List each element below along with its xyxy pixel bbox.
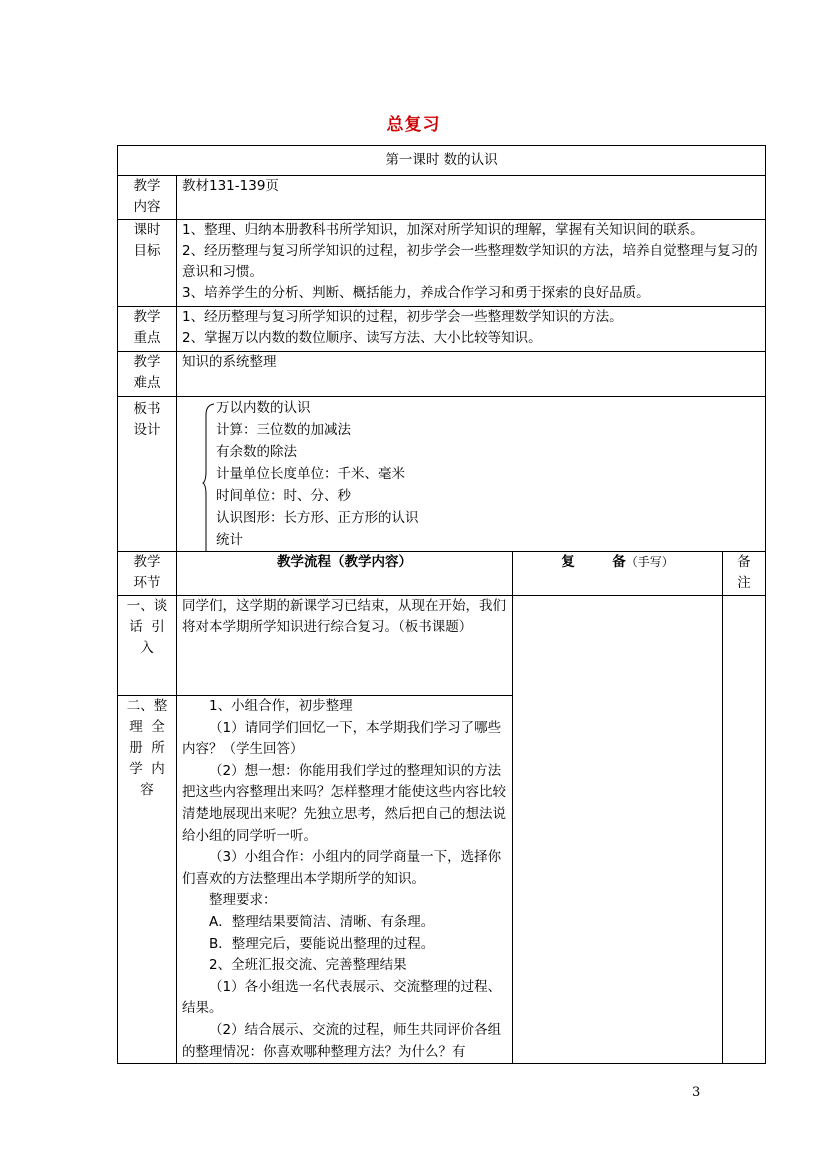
- board-label: [118, 397, 177, 552]
- goal-line: 3、培养学生的分析、判断、概括能力，养成合作学习和勇于探索的良好品质。: [182, 285, 650, 301]
- key-points-value: [177, 307, 766, 352]
- board-design: [182, 397, 760, 551]
- lesson-header: 第一课时 数的认识: [118, 146, 766, 176]
- section-paragraph: （3）小组合作：小组内的同学商量一下，选择你们喜欢的方法整理出本学期所学的知识。: [182, 849, 502, 887]
- board-line: 认识图形：长方形、正方形的认识: [216, 510, 419, 526]
- section-paragraph: （1）请同学们回忆一下，本学期我们学习了哪些内容？（学生回答）: [182, 719, 502, 758]
- goals-label: [118, 220, 177, 307]
- goals-label-text: 课时 目标: [133, 222, 161, 259]
- board-line: 有余数的除法: [216, 444, 297, 460]
- board-line: 时间单位：时、分、秒: [216, 488, 351, 504]
- review-header-note: （手写）: [625, 555, 674, 569]
- difficulty-label: [118, 352, 177, 397]
- notes-header-text: 备 注: [737, 554, 751, 591]
- notes-column-header: [723, 552, 766, 596]
- section-label: [118, 596, 177, 696]
- content-text: 教材131-139页: [182, 178, 279, 194]
- section-paragraph: A．整理结果要简洁、清晰、有条理。: [209, 913, 435, 930]
- section-label-text: 一、谈 话 引 入: [126, 598, 168, 656]
- section-paragraph: 2、全班汇报交流、完善整理结果: [209, 957, 407, 974]
- section-paragraph: （2）想一想：你能用我们学过的整理知识的方法把这些内容整理出来吗？怎样整理才能使这些内容比较清楚地展现出来呢？先独立思考，然后把自己的想法说给小组的同学听一听。: [182, 762, 506, 844]
- review-column-header: [513, 552, 723, 596]
- phase-column-header: [118, 552, 177, 596]
- goals-value: [177, 220, 766, 307]
- section-paragraph: （2）结合展示、交流的过程，师生共同评价各组的整理情况：你喜欢哪种整理方法？为什么？有: [182, 1021, 502, 1060]
- board-line: 统计: [216, 532, 243, 548]
- curly-brace-icon: [202, 403, 216, 552]
- content-value: [177, 176, 766, 220]
- page-title: 总复习: [386, 115, 441, 135]
- lesson-plan-table: [117, 145, 766, 1064]
- review-header-text: 复 备: [561, 554, 626, 570]
- section-paragraph: （1）各小组选一名代表展示、交流整理的过程、结果。: [182, 978, 502, 1017]
- section-paragraph: 同学们，这学期的新课学习已结束，从现在开始，我们将对本学期所学知识进行综合复习。（板书课题）: [182, 598, 506, 635]
- goal-line: 1、整理、归纳本册教科书所学知识，加深对所学知识的理解，掌握有关知识间的联系。: [182, 222, 704, 238]
- section-label: [118, 696, 177, 1064]
- board-label-text: 板书 设计: [133, 401, 161, 438]
- section-content: [177, 696, 513, 1064]
- board-value: [177, 397, 766, 552]
- key-point-line: 1、经历整理与复习所学知识的过程，初步学会一些整理数学知识的方法。: [182, 309, 623, 325]
- section-paragraph: 整理要求：: [209, 892, 277, 909]
- key-points-label-text: 教学 重点: [133, 309, 161, 346]
- content-label: [118, 176, 177, 220]
- notes-cell: [723, 596, 766, 1064]
- key-points-label: [118, 307, 177, 352]
- board-line: 万以内数的认识: [216, 400, 311, 416]
- goal-line: 2、经历整理与复习所学知识的过程，初步学会一些整理数学知识的方法，培养自觉整理与复习的意识和习惯。: [182, 243, 758, 280]
- page-number: 3: [692, 1085, 701, 1100]
- board-line: 计量单位长度单位：千米、毫米: [216, 466, 405, 482]
- board-line: 计算：三位数的加减法: [216, 422, 351, 438]
- section-paragraph: 1、小组合作，初步整理: [209, 698, 353, 714]
- section-label-text: 二、整 理 全 册 所 学 内 容: [126, 698, 168, 798]
- phase-header-text: 教学 环节: [133, 554, 161, 591]
- section-content: [177, 596, 513, 696]
- content-label-text: 教学 内容: [133, 178, 161, 215]
- difficulty-text: 知识的系统整理: [182, 354, 277, 370]
- process-column-header: 教学流程（教学内容）: [177, 552, 513, 596]
- difficulty-value: [177, 352, 766, 397]
- review-cell: [513, 596, 723, 1064]
- difficulty-label-text: 教学 难点: [133, 354, 161, 391]
- key-point-line: 2、掌握万以内数的数位顺序、读写方法、大小比较等知识。: [182, 330, 542, 346]
- section-paragraph: B．整理完后，要能说出整理的过程。: [209, 935, 435, 952]
